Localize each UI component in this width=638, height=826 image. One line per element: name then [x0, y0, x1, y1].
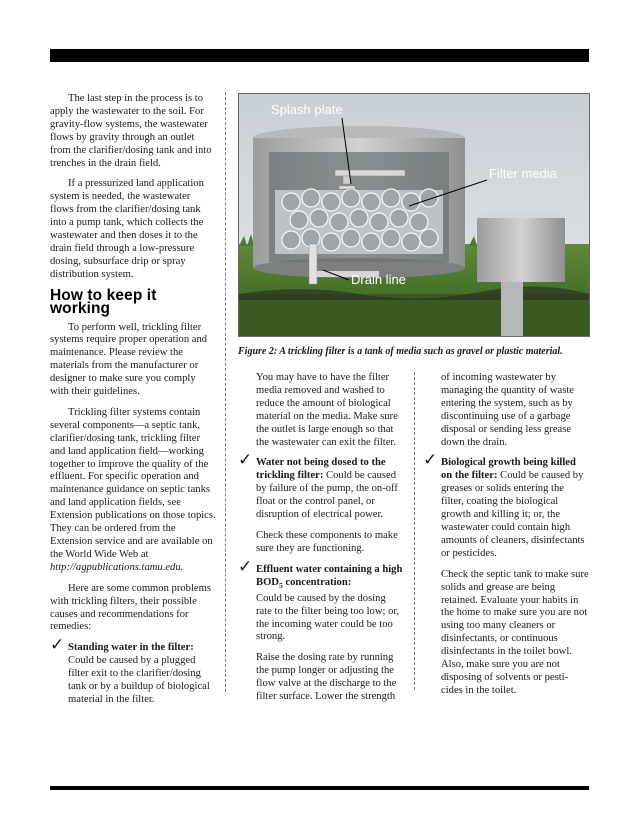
- trickling-filter-illustration: [239, 94, 589, 336]
- paragraph: Here are some common problems with trickling filters, their possible causes and recommendations for remedies:: [50, 582, 211, 633]
- column-3: [423, 372, 589, 706]
- problem-title: [256, 564, 402, 588]
- problem-cause: Could be caused by a plugged filter exit to the clarifier/dosing tank or by a buildup of biological material in the filter.: [68, 655, 210, 705]
- problem-item-standing-water: [50, 635, 216, 707]
- remedy-paragraph: Check the septic tank to make sure solids and grease are being retained. Evaluate your habits in the home to make sure you are not using too many cleaners or disinfectants, or continuous disinfectants in the toilet bowl. Also, make sure you are not disposing of solvents or pesti-cides in the toilet.: [441, 568, 589, 696]
- paragraph: of incoming wastewater by managing the quantity of waste entering the system, such as by discontinuing use of a garbage disposal or sending less grease down the drain.: [441, 372, 574, 448]
- problem-title: Standing water in the filter:: [68, 642, 194, 654]
- problem-title-part: Effluent water containing a high BOD: [256, 563, 403, 588]
- paragraph: If a pressurized land application system is needed, the wastewater flows from the clarifier/dosing tank into a pump tank, which collects the wastewater and then doses it to the drain field through a low-pressure dosing, subsurface drip or spray distribution system.: [50, 178, 204, 280]
- problem-title-part: concentration:: [282, 576, 352, 588]
- bottom-rule: [50, 786, 589, 790]
- problem-item-high-bod: [238, 556, 404, 704]
- label-drain-line: Drain line: [351, 272, 406, 287]
- checkmark-icon: ✓: [423, 450, 438, 471]
- top-rule: [50, 49, 589, 62]
- column-1: [50, 93, 216, 715]
- paragraph: [50, 407, 216, 575]
- problem-cause: Could be caused by failure of the pump, the on-off float or the control panel, or disruption of electrical power.: [256, 470, 398, 521]
- problem-cause: Could be caused by greases or solids entering the filter, coating the biological growth and killing it; or, the wastewater could contain high amounts of cleaners, disinfectants or pesticides.: [441, 470, 585, 559]
- label-splash-plate: Splash plate: [271, 102, 343, 117]
- problem-cause: Could be caused by the dosing rate to the filter being too low; or, the incoming water could be too strong.: [256, 592, 400, 643]
- bod-subscript: 5: [278, 580, 283, 590]
- remedy-paragraph: Raise the dosing rate by running the pump longer or adjusting the flow valve at the discharge to the filter surface. Lower the strength: [256, 652, 397, 703]
- checkmark-icon: ✓: [238, 450, 253, 471]
- remedy-paragraph: Check these components to make sure they are functioning.: [256, 529, 398, 554]
- problem-title: Water not being dosed to the trickling filter:: [256, 457, 386, 482]
- paragraph: You may have to have the filter media removed and washed to reduce the amount of biological material on the media. Make sure the outlet is large enough so that the wastewater can exit the filter.: [256, 372, 398, 448]
- paragraph: To perform well, trickling filter systems require proper operation and maintenance. Please review the materials from the manufacturer or designer to make sure you comply with their guidelines.: [50, 321, 208, 398]
- section-heading: How to keep it working: [50, 286, 157, 317]
- problem-item-not-dosed: [238, 450, 404, 555]
- column-divider-2: [414, 372, 415, 690]
- column-2: [238, 372, 404, 712]
- paragraph-text: Trickling filter systems contain several components—a septic tank, clarifier/dosing tank, trickling filter and land application field—working together to improve the quality of the effluent. For specific operation and maintenance guidance on septic tanks and land application fields, see Extension publications on those topics. They can be ordered from the Extension service and are available on the World Wide Web at: [50, 406, 216, 560]
- checkmark-icon: ✓: [50, 635, 65, 656]
- paragraph: The last step in the process is to apply the wastewater to the soil. For gravity-flow systems, the wastewater flows by gravity through an outlet from the clarifier/dosing tank and into trenches in the drain field.: [50, 93, 212, 169]
- label-filter-media: Filter media: [489, 166, 557, 181]
- figure-caption: Figure 2: A trickling filter is a tank of media such as gravel or plastic material.: [238, 346, 563, 357]
- problem-item-growth-killed: [423, 450, 589, 697]
- web-url: http://agpublications.tamu.edu.: [50, 561, 184, 573]
- column-divider-1: [225, 92, 226, 692]
- trickling-filter-figure: [238, 93, 590, 337]
- checkmark-icon: ✓: [238, 556, 253, 577]
- problem-title: Biological growth being killed on the filter:: [441, 457, 576, 482]
